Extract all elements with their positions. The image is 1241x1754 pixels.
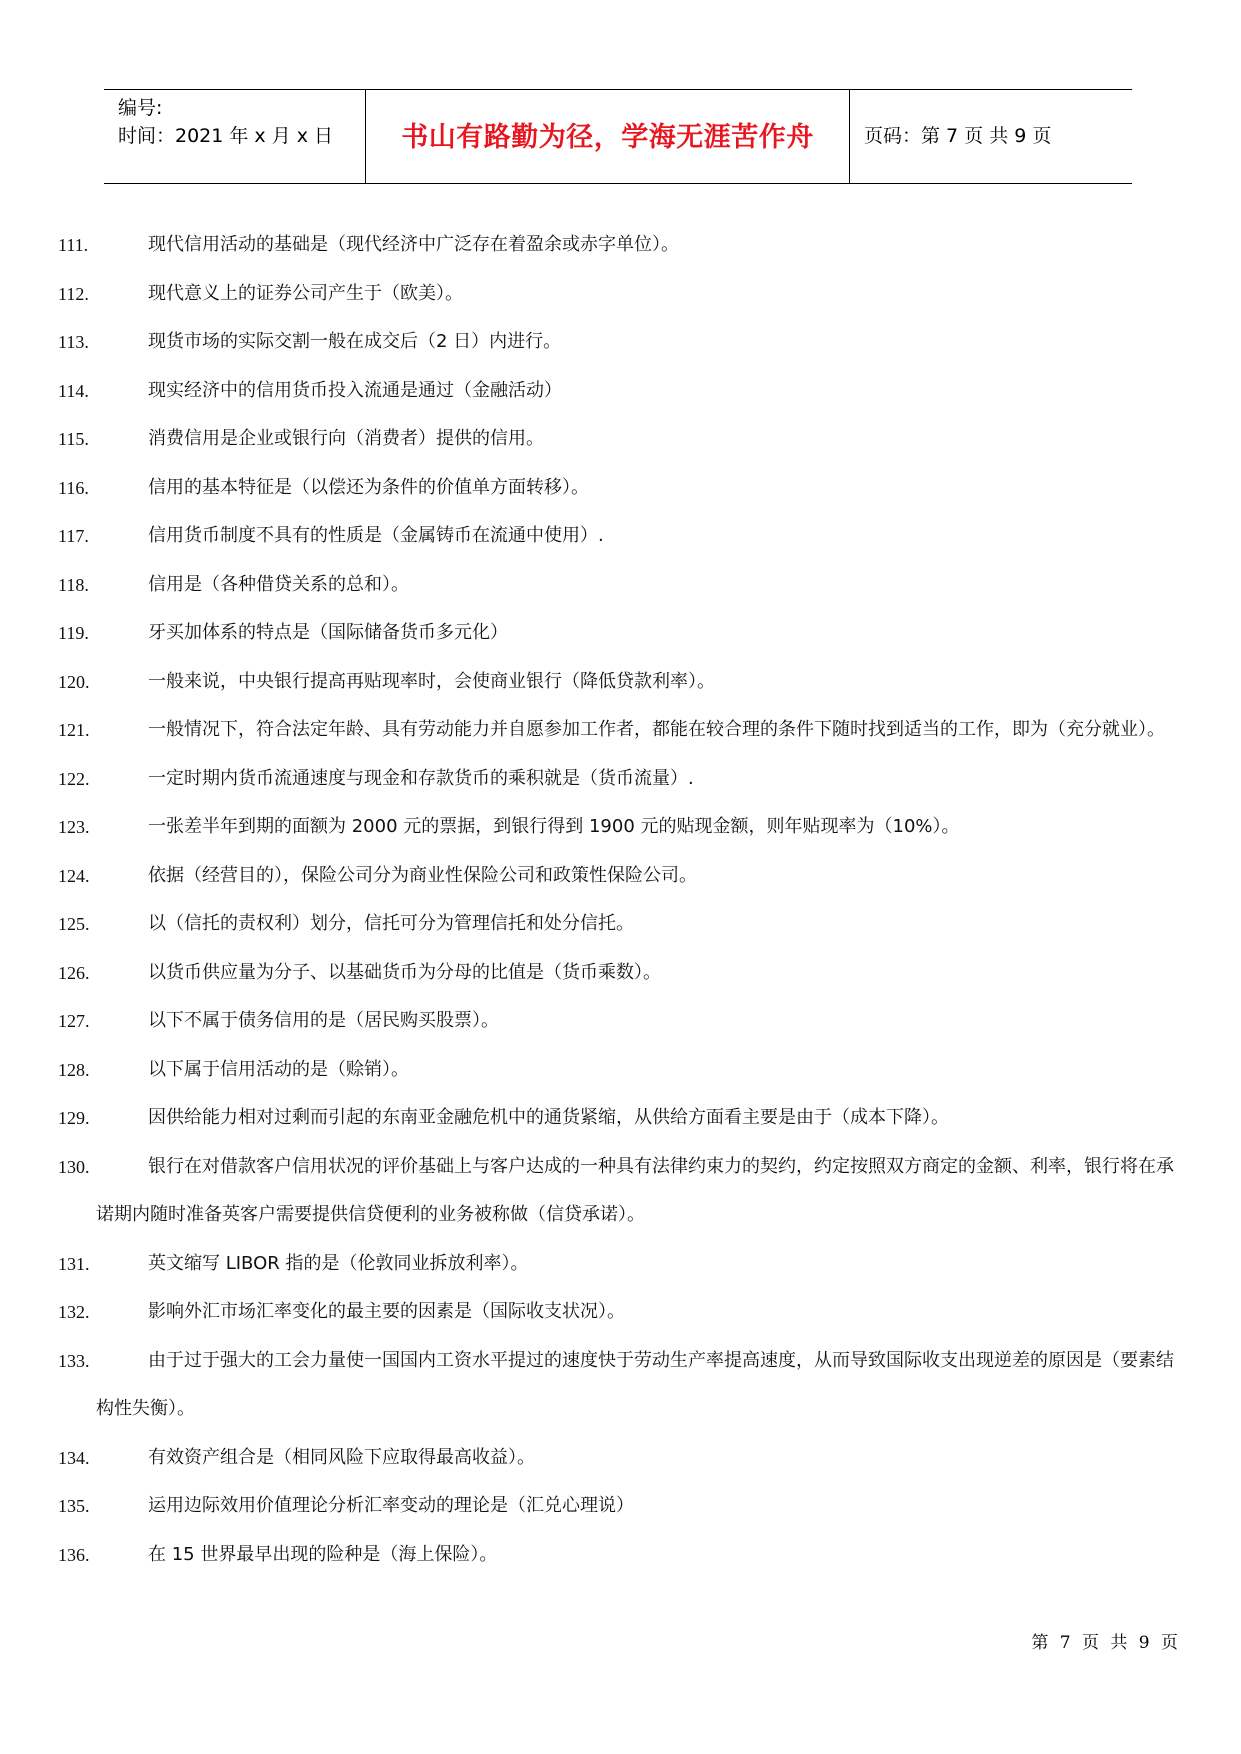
item-number: 116. <box>58 477 89 498</box>
item-number: 122. <box>58 768 90 789</box>
list-item <box>0 367 1241 416</box>
list-item <box>0 512 1241 561</box>
list-item <box>0 221 1241 270</box>
list-item <box>0 464 1241 513</box>
list-item <box>0 997 1241 1046</box>
list-item <box>0 900 1241 949</box>
item-text: 一定时期内货币流通速度与现金和存款货币的乘积就是（货币流量）. <box>148 767 694 789</box>
number-label: 编号: <box>118 97 163 119</box>
item-text: 现实经济中的信用货币投入流通是通过（金融活动） <box>148 379 562 401</box>
item-text: 由于过于强大的工会力量使一国国内工资水平提过的速度快于劳动生产率提高速度，从而导致国际收支出现逆差的原因是（要素结构性失衡）。 <box>96 1349 1174 1419</box>
list-item <box>0 1240 1241 1289</box>
item-number: 121. <box>58 720 90 740</box>
list-item <box>0 949 1241 998</box>
item-number: 130. <box>58 1156 90 1177</box>
item-number: 135. <box>58 1496 90 1516</box>
item-number: 114. <box>58 380 89 401</box>
item-text: 依据（经营目的），保险公司分为商业性保险公司和政策性保险公司。 <box>148 864 697 886</box>
list-item <box>0 1482 1241 1531</box>
item-text: 在 15 世界最早出现的险种是（海上保险）。 <box>148 1543 498 1565</box>
item-number: 119. <box>58 623 89 643</box>
document-header <box>104 89 1132 184</box>
list-item <box>0 1288 1241 1337</box>
item-number: 136. <box>58 1544 90 1565</box>
list-item <box>0 318 1241 367</box>
item-text: 银行在对借款客户信用状况的评价基础上与客户达成的一种具有法律约束力的契约，约定按照双方商定的金额、利率，银行将在承诺期内随时准备英客户需要提供信贷便利的业务被称做（信贷承诺）。 <box>96 1155 1174 1225</box>
item-text: 信用的基本特征是（以偿还为条件的价值单方面转移）。 <box>148 476 589 498</box>
item-text: 因供给能力相对过剩而引起的东南亚金融危机中的通货紧缩，从供给方面看主要是由于（成本下降）。 <box>148 1107 949 1128</box>
question-list <box>0 221 1241 1579</box>
item-text: 以（信托的责权利）划分，信托可分为管理信托和处分信托。 <box>148 913 634 934</box>
header-motto: 书山有路勤为径，学海无涯苦作舟 <box>366 90 850 183</box>
item-number: 115. <box>58 429 89 449</box>
time-label: 时间：2021 年 x 月 x 日 <box>118 125 334 147</box>
item-number: 134. <box>58 1447 90 1468</box>
item-text: 运用边际效用价值理论分析汇率变动的理论是（汇兑心理说） <box>148 1495 634 1516</box>
list-item <box>0 270 1241 319</box>
item-number: 113. <box>58 332 89 352</box>
list-item <box>0 1046 1241 1095</box>
item-number: 132. <box>58 1302 90 1322</box>
item-text: 消费信用是企业或银行向（消费者）提供的信用。 <box>148 428 544 449</box>
item-text: 影响外汇市场汇率变化的最主要的因素是（国际收支状况）。 <box>148 1301 625 1322</box>
item-number: 120. <box>58 671 90 692</box>
list-item <box>0 1434 1241 1483</box>
item-number: 133. <box>58 1350 90 1371</box>
item-text: 现代意义上的证券公司产生于（欧美）。 <box>148 282 463 304</box>
item-text: 以货币供应量为分子、以基础货币为分母的比值是（货币乘数）。 <box>148 961 661 983</box>
page-footer: 第 7 页 共 9 页 <box>1031 1633 1181 1653</box>
list-item <box>0 852 1241 901</box>
item-text: 信用是（各种借贷关系的总和）。 <box>148 573 409 595</box>
item-number: 126. <box>58 962 90 983</box>
list-item <box>0 1143 1241 1240</box>
item-number: 118. <box>58 574 89 595</box>
item-text: 英文缩写 LIBOR 指的是（伦敦同业拆放利率）。 <box>148 1252 529 1274</box>
list-item <box>0 755 1241 804</box>
item-number: 127. <box>58 1011 90 1031</box>
item-text: 一般情况下，符合法定年龄、具有劳动能力并自愿参加工作者，都能在较合理的条件下随时找到适当的工作，即为（充分就业）。 <box>148 719 1165 740</box>
list-item <box>0 1531 1241 1580</box>
item-number: 129. <box>58 1108 90 1128</box>
list-item <box>0 1337 1241 1434</box>
item-number: 131. <box>58 1253 90 1274</box>
item-number: 125. <box>58 914 90 934</box>
item-text: 现货市场的实际交割一般在成交后（2 日）内进行。 <box>148 331 562 352</box>
item-text: 现代信用活动的基础是（现代经济中广泛存在着盈余或赤字单位）。 <box>148 234 679 255</box>
item-number: 124. <box>58 865 90 886</box>
list-item <box>0 706 1241 755</box>
item-text: 信用货币制度不具有的性质是（金属铸币在流通中使用）. <box>148 525 604 546</box>
list-item <box>0 609 1241 658</box>
item-number: 111. <box>58 235 89 255</box>
list-item <box>0 658 1241 707</box>
header-meta <box>104 90 366 183</box>
item-text: 有效资产组合是（相同风险下应取得最高收益）。 <box>148 1446 535 1468</box>
item-text: 以下属于信用活动的是（赊销）。 <box>148 1058 409 1080</box>
list-item <box>0 803 1241 852</box>
item-number: 117. <box>58 526 89 546</box>
item-text: 以下不属于债务信用的是（居民购买股票）。 <box>148 1010 499 1031</box>
list-item <box>0 1094 1241 1143</box>
item-text: 牙买加体系的特点是（国际储备货币多元化） <box>148 622 508 643</box>
item-number: 112. <box>58 283 89 304</box>
list-item <box>0 415 1241 464</box>
item-text: 一张差半年到期的面额为 2000 元的票据，到银行得到 1900 元的贴现金额，则年贴现率为（10%）。 <box>148 816 960 837</box>
item-number: 128. <box>58 1059 90 1080</box>
item-text: 一般来说，中央银行提高再贴现率时，会使商业银行（降低贷款利率）。 <box>148 670 715 692</box>
item-number: 123. <box>58 817 90 837</box>
list-item <box>0 561 1241 610</box>
header-page-label: 页码：第 7 页 共 9 页 <box>864 125 1052 147</box>
